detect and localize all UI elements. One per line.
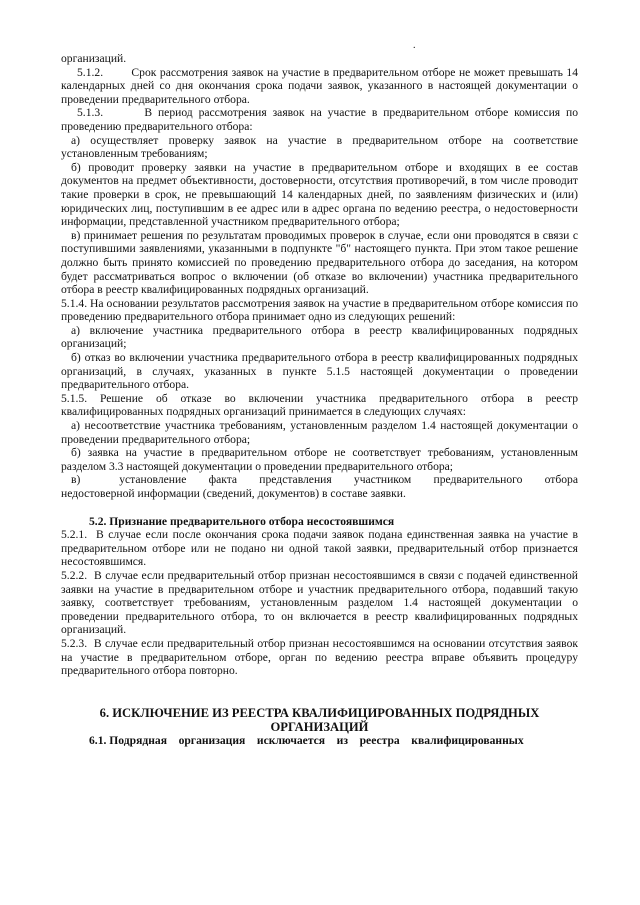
page-mark: . <box>413 40 416 51</box>
list-item: а) осуществляет проверку заявок на участие в предварительном отборе на соответствие установленным требованиям; <box>61 133 578 161</box>
paragraph-5-1-3: 5.1.3. В период рассмотрения заявок на участие в предварительном отборе комиссия по проведению предварительного отбора: <box>61 106 578 133</box>
list-item: б) отказ во включении участника предварительного отбора в реестр квалифицированных подрядных организаций, в случаях, указанных в пункте 5.1.5 настоящей документации о проведении предварительного отбора. <box>61 351 578 392</box>
list-item: б) заявка на участие в предварительном отборе не соответствует требованиям, установленным разделом 3.3 настоящей документации о проведении предварительного отбора; <box>61 446 578 473</box>
document-body <box>61 52 578 747</box>
list-item: б) проводит проверку заявки на участие в предварительном отборе и входящих в ее состав документов на предмет объективности, достоверности, отсутствия противоречий, в том числе проводит такие проверки в срок, не превышающий 14 календарных дней, по заявлениям физических и (или) юридических лиц, поступившим в ее адрес или в адрес органа по ведению реестра, о недостоверности информации, представленной участником предварительного отбора; <box>61 160 578 229</box>
chapter-heading-line-1: 6. ИСКЛЮЧЕНИЕ ИЗ РЕЕСТРА КВАЛИФИЦИРОВАННЫХ ПОДРЯДНЫХ <box>99 705 540 720</box>
paragraph-6-1: 6.1. Подрядная организация исключается из реестра квалифицированных <box>89 733 524 747</box>
paragraph-5-2-3: 5.2.3. В случае если предварительный отбор признан несостоявшимся на основании отсутствия заявок на участие в предварительном отборе, орган по ведению реестра вправе объявить процедуру предварительного отбора повторно. <box>61 636 578 678</box>
section-heading-5-2: 5.2. Признание предварительного отбора несостоявшимся <box>89 514 395 528</box>
list-item: а) включение участника предварительного отбора в реестр квалифицированных подрядных организаций; <box>61 323 578 351</box>
list-item: а) несоответствие участника требованиям, установленным разделом 1.4 настоящей документации о проведении предварительного отбора; <box>61 419 578 446</box>
chapter-heading-6 <box>61 706 578 734</box>
list-item: в) принимает решения по результатам проводимых проверок в случае, если они проводятся в связи с поступившими заявлениями, указанными в подпункте "б" настоящего пункта. При этом такое решение должно быть принято комиссией по проведению предварительного отбора до заседания, на котором будет рассматриваться вопрос о включении (об отказе во включении) участника предварительного отбора в реестр квалифицированных подрядных организаций. <box>61 228 578 297</box>
paragraph: организаций. <box>61 52 127 65</box>
list-item: в) установление факта представления участником предварительного отбора недостоверной информации (сведений, документов) в составе заявки. <box>61 473 578 500</box>
paragraph-5-1-4: 5.1.4. На основании результатов рассмотрения заявок на участие в предварительном отборе комиссия по проведению предварительного отбора принимает одно из следующих решений: <box>61 296 578 324</box>
paragraph-5-2-1: 5.2.1. В случае если после окончания срока подачи заявок подана единственная заявка на участие в предварительном отборе или не подано ни одной такой заявки, предварительный отбор признается несостоявшимся. <box>61 528 578 569</box>
paragraph-5-2-2: 5.2.2. В случае если предварительный отбор признан несостоявшимся в связи с подачей единственной заявки на участие в предварительном отборе и участник предварительного отбора, подавший такую заявку, соответствует требованиям, установленным разделом 1.4 настоящей документации о проведении предварительного отбора, то он включается в реестр квалифицированных подрядных организаций. <box>61 568 578 637</box>
paragraph-5-1-5: 5.1.5. Решение об отказе во включении участника предварительного отбора в реестр квалифицированных подрядных организаций принимается в следующих случаях: <box>61 391 578 419</box>
chapter-heading-line-2: ОРГАНИЗАЦИЙ <box>270 719 369 734</box>
paragraph-5-1-2: 5.1.2. Срок рассмотрения заявок на участие в предварительном отборе не может превышать 14 календарных дней со дня окончания срока подачи заявок, указанного в настоящей документации о проведении предварительного отбора. <box>61 65 578 106</box>
